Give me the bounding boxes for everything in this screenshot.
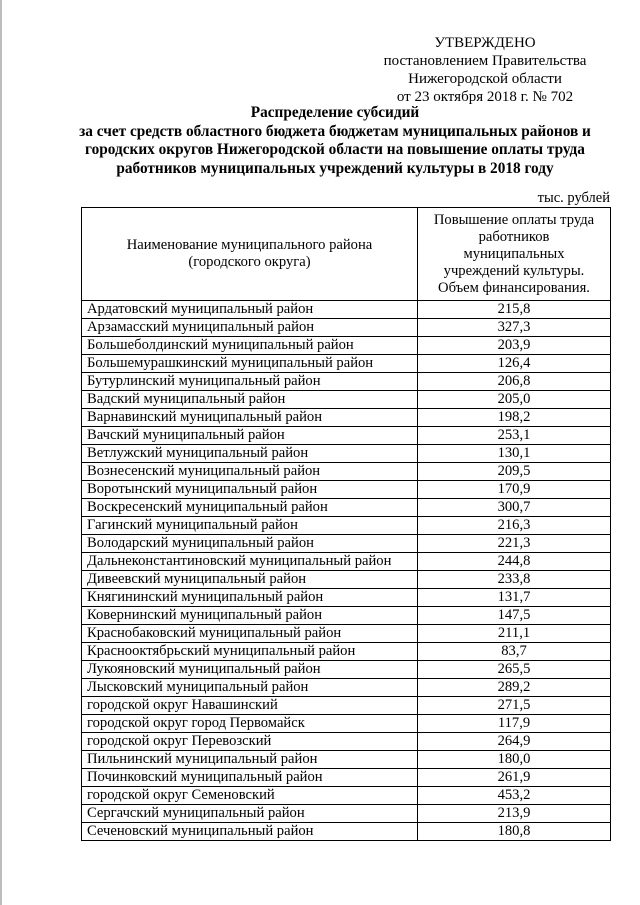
district-name: Ветлужский муниципальный район xyxy=(82,445,418,463)
table-row xyxy=(82,463,611,481)
table-row xyxy=(82,787,611,805)
funding-amount: 327,3 xyxy=(418,319,611,337)
header-text: учреждений культуры. xyxy=(443,262,585,279)
table-row xyxy=(82,481,611,499)
table-row xyxy=(82,715,611,733)
funding-amount: 206,8 xyxy=(418,373,611,391)
header-text: Объем финансирования. xyxy=(438,279,590,296)
table-row xyxy=(82,373,611,391)
funding-amount: 253,1 xyxy=(418,427,611,445)
district-name: Бутурлинский муниципальный район xyxy=(82,373,418,391)
funding-amount: 264,9 xyxy=(418,733,611,751)
funding-amount: 205,0 xyxy=(418,391,611,409)
title-line: за счет средств областного бюджета бюджетам муниципальных районов и xyxy=(79,122,591,140)
funding-amount: 126,4 xyxy=(418,355,611,373)
district-name: городской округ Семеновский xyxy=(82,787,418,805)
funding-amount: 453,2 xyxy=(418,787,611,805)
funding-amount: 271,5 xyxy=(418,697,611,715)
district-name: Арзамасский муниципальный район xyxy=(82,319,418,337)
funding-amount: 216,3 xyxy=(418,517,611,535)
approval-line: постановлением Правительства xyxy=(383,53,587,69)
district-name: Гагинский муниципальный район xyxy=(82,517,418,535)
table-row xyxy=(82,391,611,409)
district-name: городской округ Перевозский xyxy=(82,733,418,751)
district-name: Ардатовский муниципальный район xyxy=(82,301,418,319)
table-row xyxy=(82,607,611,625)
table-row xyxy=(82,571,611,589)
funding-amount: 265,5 xyxy=(418,661,611,679)
document-title xyxy=(70,104,600,178)
column-header-value xyxy=(418,208,611,301)
funding-amount: 147,5 xyxy=(418,607,611,625)
funding-amount: 180,8 xyxy=(418,823,611,841)
funding-amount: 233,8 xyxy=(418,571,611,589)
district-name: Вадский муниципальный район xyxy=(82,391,418,409)
district-name: Краснооктябрьский муниципальный район xyxy=(82,643,418,661)
district-name: Сергачский муниципальный район xyxy=(82,805,418,823)
district-name: Сеченовский муниципальный район xyxy=(82,823,418,841)
funding-amount: 215,8 xyxy=(418,301,611,319)
district-name: Большеболдинский муниципальный район xyxy=(82,337,418,355)
table-row xyxy=(82,445,611,463)
district-name: Краснобаковский муниципальный район xyxy=(82,625,418,643)
table-row xyxy=(82,661,611,679)
table-row xyxy=(82,319,611,337)
funding-amount: 117,9 xyxy=(418,715,611,733)
district-name: Княгининский муниципальный район xyxy=(82,589,418,607)
header-text: Наименование муниципального района xyxy=(126,237,373,253)
district-name: Варнавинский муниципальный район xyxy=(82,409,418,427)
table-row xyxy=(82,355,611,373)
title-line: городских округов Нижегородской области на повышение оплаты труда xyxy=(85,141,585,158)
table-row xyxy=(82,553,611,571)
table-row xyxy=(82,301,611,319)
table-row xyxy=(82,643,611,661)
funding-amount: 213,9 xyxy=(418,805,611,823)
table-row xyxy=(82,427,611,445)
table-row xyxy=(82,697,611,715)
district-name: городской округ город Первомайск xyxy=(82,715,418,733)
district-name: Воскресенский муниципальный район xyxy=(82,499,418,517)
funding-amount: 131,7 xyxy=(418,589,611,607)
header-text: Повышение оплаты труда xyxy=(433,211,595,228)
table-row xyxy=(82,409,611,427)
district-name: Воротынский муниципальный район xyxy=(82,481,418,499)
funding-amount: 289,2 xyxy=(418,679,611,697)
table-row xyxy=(82,679,611,697)
approval-line: Нижегородской области xyxy=(408,71,562,87)
approval-line: УТВЕРЖДЕНО xyxy=(434,35,536,51)
funding-amount: 300,7 xyxy=(418,499,611,517)
funding-amount: 203,9 xyxy=(418,337,611,355)
district-name: городской округ Навашинский xyxy=(82,697,418,715)
page-scan-edge xyxy=(0,0,2,905)
funding-amount: 170,9 xyxy=(418,481,611,499)
funding-amount: 209,5 xyxy=(418,463,611,481)
district-name: Вачский муниципальный район xyxy=(82,427,418,445)
funding-amount: 180,0 xyxy=(418,751,611,769)
district-name: Ковернинский муниципальный район xyxy=(82,607,418,625)
table-row xyxy=(82,751,611,769)
funding-amount: 261,9 xyxy=(418,769,611,787)
district-name: Дивеевский муниципальный район xyxy=(82,571,418,589)
district-name: Лукояновский муниципальный район xyxy=(82,661,418,679)
title-line: работников муниципальных учреждений культуры в 2018 году xyxy=(116,159,554,177)
table-header-row xyxy=(82,208,611,301)
table-row xyxy=(82,769,611,787)
table-row xyxy=(82,337,611,355)
table-row xyxy=(82,589,611,607)
funding-amount: 244,8 xyxy=(418,553,611,571)
funding-amount: 221,3 xyxy=(418,535,611,553)
district-name: Володарский муниципальный район xyxy=(82,535,418,553)
approval-line: от 23 октября 2018 г. № 702 xyxy=(396,89,574,105)
funding-amount: 130,1 xyxy=(418,445,611,463)
subsidy-table xyxy=(81,207,611,841)
table-row xyxy=(82,823,611,841)
table-row xyxy=(82,805,611,823)
district-name: Дальнеконстантиновский муниципальный район xyxy=(82,553,418,571)
district-name: Лысковский муниципальный район xyxy=(82,679,418,697)
table-row xyxy=(82,625,611,643)
table-row xyxy=(82,535,611,553)
table-row xyxy=(82,499,611,517)
funding-amount: 83,7 xyxy=(418,643,611,661)
units-label: тыс. рублей xyxy=(537,190,610,206)
district-name: Пильнинский муниципальный район xyxy=(82,751,418,769)
table-row xyxy=(82,733,611,751)
funding-amount: 211,1 xyxy=(418,625,611,643)
district-name: Починковский муниципальный район xyxy=(82,769,418,787)
district-name: Большемурашкинский муниципальный район xyxy=(82,355,418,373)
column-header-name xyxy=(82,208,418,301)
table-row xyxy=(82,517,611,535)
header-text: муниципальных xyxy=(463,245,565,262)
funding-amount: 198,2 xyxy=(418,409,611,427)
title-line: Распределение субсидий xyxy=(250,104,420,121)
district-name: Вознесенский муниципальный район xyxy=(82,463,418,481)
header-text: (городского округа) xyxy=(188,254,311,270)
header-text: работников xyxy=(478,228,550,245)
